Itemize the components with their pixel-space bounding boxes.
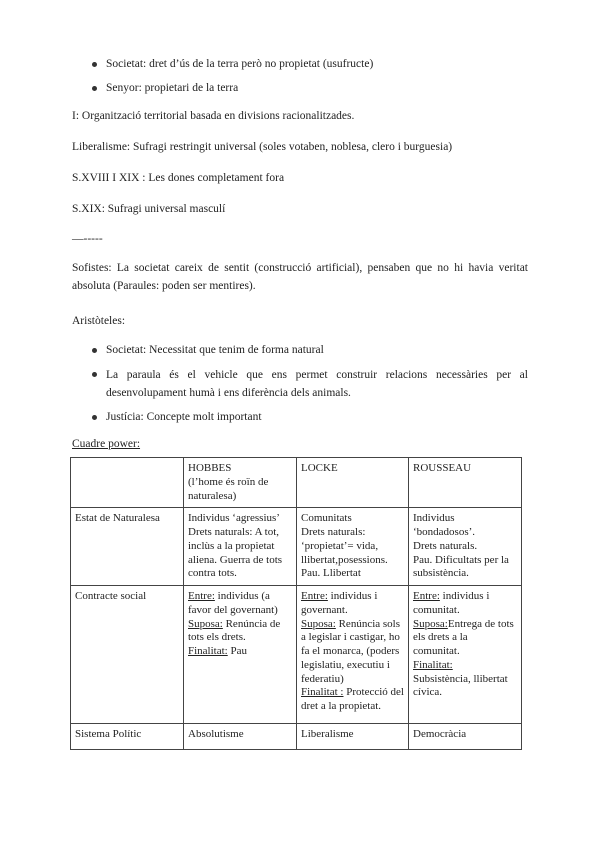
table-row: [71, 586, 522, 724]
paragraph: S.XVIII I XIX : Les dones completament fora: [72, 172, 285, 184]
table-cell: Estat de Naturalesa: [71, 508, 184, 586]
paragraph: Sofistes: La societat careix de sentit (construcció artificial), pensaben que no hi havia veritat absoluta (Paraules: poden ser mentires).: [72, 262, 528, 292]
table-cell: HOBBES (l’home és roïn de naturalesa): [184, 458, 297, 508]
bullet-icon: [92, 372, 97, 377]
table-cell: Individus ‘agressius’ Drets naturals: A tot, inclùs a la propietat aliena. Guerra de tots contra tots.: [184, 508, 297, 586]
table-cell: Democràcia: [409, 724, 522, 750]
table-cell: Entre: individus i governant. Suposa: Renúncia sols a legislar i castigar, ho fa el monarca, (poders legislatiu, executiu i federatiu) Finalitat : Protecció del dret a la propietat.: [297, 586, 409, 724]
table-row: [71, 508, 522, 586]
table-cell: LOCKE: [297, 458, 409, 508]
list-item: Societat: Necessitat que tenim de forma natural: [92, 342, 528, 359]
table-cell: Liberalisme: [297, 724, 409, 750]
list-item: La paraula és el vehicle que ens permet construir relacions necessàries per al desenvolupament humà i ens diferència dels animals.: [92, 366, 528, 403]
table-title: Cuadre power:: [72, 438, 141, 450]
table-cell: [71, 458, 184, 508]
feudal-list: [92, 56, 528, 103]
table-cell: Individus ‘bondadosos’. Drets naturals. Pau. Dificultats per la subsistència.: [409, 508, 522, 586]
table-cell: Entre: individus (a favor del governant) Suposa: Renúncia de tots els drets. Finalitat: Pau: [184, 586, 297, 724]
list-item: Senyor: propietari de la terra: [92, 80, 528, 97]
list-item: Societat: dret d’ús de la terra però no propietat (usufructe): [92, 56, 528, 73]
bullet-icon: [92, 86, 97, 91]
paragraph: I: Organització territorial basada en divisions racionalitzades.: [72, 110, 355, 122]
table-header-row: [71, 458, 522, 508]
table-cell: Sistema Polític: [71, 724, 184, 750]
table-cell: Contracte social: [71, 586, 184, 724]
paragraph: Aristòteles:: [72, 315, 126, 327]
table-cell: Entre: individus i comunitat. Suposa:Entrega de tots els drets a la comunitat. Finalitat: Subsistència, llibertat cívica.: [409, 586, 522, 724]
bullet-icon: [92, 62, 97, 67]
table-row: [71, 724, 522, 750]
table-cell: Comunitats Drets naturals: ‘propietat’= vida, llibertat,posessions. Pau. Llibertat: [297, 508, 409, 586]
bullet-icon: [92, 348, 97, 353]
aristotle-list: [92, 342, 528, 433]
table-cell: Absolutisme: [184, 724, 297, 750]
table-cell: ROUSSEAU: [409, 458, 522, 508]
separator-text: —-----: [72, 233, 103, 245]
paragraph: S.XIX: Sufragi universal masculí: [72, 203, 226, 215]
list-item: Justícia: Concepte molt important: [92, 409, 528, 426]
bullet-icon: [92, 415, 97, 420]
paragraph: Liberalisme: Sufragi restringit universal (soles votaben, noblesa, clero i burguesia): [72, 141, 453, 153]
comparison-table: [70, 457, 522, 750]
